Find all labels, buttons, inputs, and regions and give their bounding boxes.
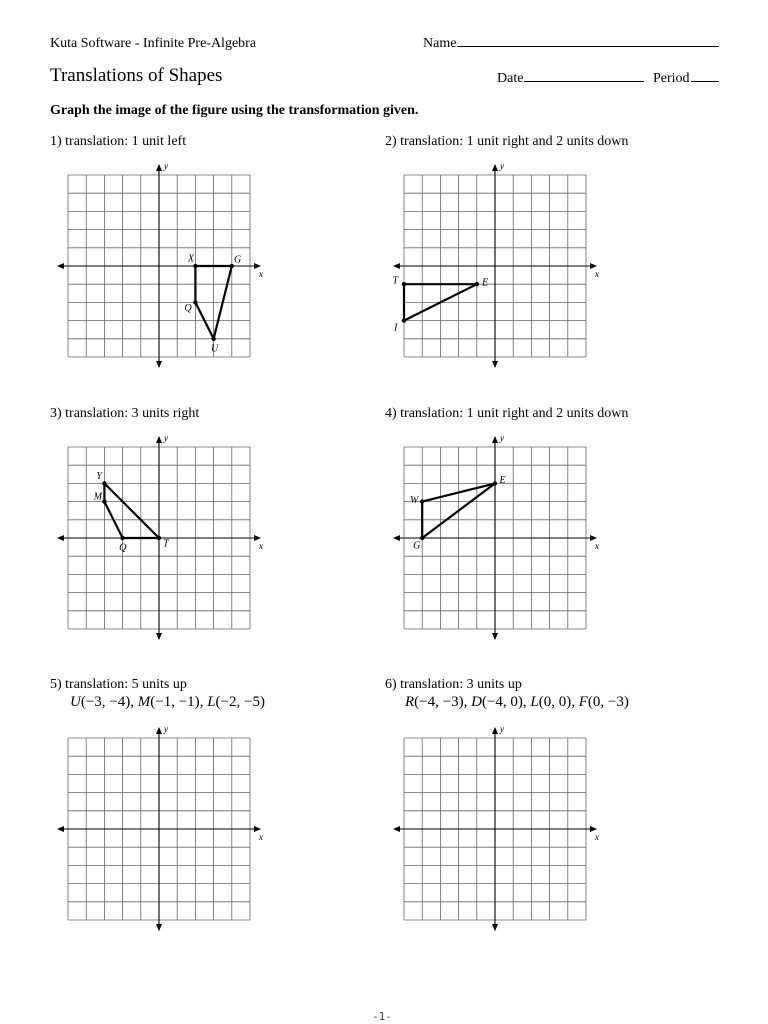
name-blank[interactable] bbox=[457, 45, 719, 47]
vertex-point bbox=[402, 282, 406, 286]
vertex-point bbox=[157, 536, 161, 540]
coord-value: (0, −3) bbox=[587, 694, 629, 710]
problem-2-label: 2) translation: 1 unit right and 2 units down bbox=[385, 134, 629, 149]
vertex-point bbox=[420, 499, 424, 503]
problem-3-label: 3) translation: 3 units right bbox=[50, 406, 200, 421]
x-axis-label: x bbox=[259, 269, 263, 279]
page-number: -1- bbox=[372, 1010, 392, 1023]
figure-polygon bbox=[104, 483, 159, 538]
vertex-label: I bbox=[394, 322, 398, 334]
y-axis-arrow-icon bbox=[492, 727, 498, 734]
vertex-label: Q bbox=[119, 542, 127, 554]
period-label: Period bbox=[653, 71, 690, 86]
problem-1-label: 1) translation: 1 unit left bbox=[50, 134, 187, 149]
vertex-point bbox=[193, 300, 197, 304]
x-axis-label: x bbox=[595, 832, 599, 842]
y-axis-label: y bbox=[164, 433, 168, 443]
vertex-label: W bbox=[409, 494, 419, 506]
date-field[interactable] bbox=[497, 71, 644, 87]
graph-6[interactable] bbox=[386, 718, 606, 948]
vertex-label: U bbox=[210, 343, 219, 355]
y-axis-arrow-icon bbox=[156, 361, 162, 368]
vertex-label: E bbox=[482, 277, 489, 289]
date-blank[interactable] bbox=[524, 80, 644, 82]
coord-value: (−2, −5) bbox=[215, 694, 265, 710]
problem-5-coords: U(−3, −4), M(−1, −1), L(−2, −5) bbox=[70, 694, 265, 710]
coord-name: R bbox=[405, 694, 415, 710]
vertex-point bbox=[193, 264, 197, 268]
coord-name: L bbox=[530, 694, 539, 710]
y-axis-label: y bbox=[500, 161, 504, 171]
vertex-point bbox=[102, 499, 106, 503]
y-axis-arrow-icon bbox=[492, 361, 498, 368]
y-axis-label: y bbox=[500, 433, 504, 443]
instructions: Graph the image of the figure using the transformation given. bbox=[50, 103, 419, 118]
vertex-point bbox=[493, 481, 497, 485]
date-label: Date bbox=[497, 71, 524, 86]
name-field[interactable] bbox=[423, 36, 719, 52]
y-axis-arrow-icon bbox=[156, 633, 162, 640]
software-label: Kuta Software - Infinite Pre-Algebra bbox=[50, 36, 257, 51]
page-title: Translations of Shapes bbox=[50, 65, 223, 86]
vertex-point bbox=[475, 282, 479, 286]
period-field[interactable] bbox=[653, 71, 719, 87]
vertex-label: M bbox=[93, 491, 103, 503]
name-label: Name bbox=[423, 36, 457, 51]
vertex-label: T bbox=[163, 538, 169, 550]
y-axis-label: y bbox=[164, 161, 168, 171]
vertex-label: X bbox=[187, 253, 194, 265]
coord-value: (0, 0) bbox=[538, 694, 572, 710]
graph-4[interactable] bbox=[386, 427, 606, 657]
vertex-label: T bbox=[392, 275, 399, 287]
x-axis-arrow-icon bbox=[393, 535, 400, 541]
x-axis-arrow-icon bbox=[57, 826, 64, 832]
vertex-label: Q bbox=[184, 302, 192, 314]
y-axis-arrow-icon bbox=[492, 436, 498, 443]
coord-value: (−1, −1) bbox=[150, 694, 200, 710]
problem-5-label: 5) translation: 5 units up bbox=[50, 677, 187, 692]
y-axis-arrow-icon bbox=[156, 436, 162, 443]
vertex-point bbox=[402, 318, 406, 322]
vertex-point bbox=[120, 536, 124, 540]
vertex-point bbox=[102, 481, 106, 485]
coord-value: (−4, −3) bbox=[414, 694, 464, 710]
graph-2[interactable] bbox=[386, 155, 606, 385]
x-axis-label: x bbox=[595, 541, 599, 551]
coord-value: (−4, 0) bbox=[481, 694, 523, 710]
vertex-label: G bbox=[413, 540, 421, 552]
coord-name: F bbox=[578, 694, 588, 710]
y-axis-arrow-icon bbox=[156, 924, 162, 931]
y-axis-arrow-icon bbox=[156, 727, 162, 734]
x-axis-label: x bbox=[259, 832, 263, 842]
x-axis-label: x bbox=[259, 541, 263, 551]
y-axis-label: y bbox=[164, 724, 168, 734]
x-axis-label: x bbox=[595, 269, 599, 279]
vertex-label: Y bbox=[96, 471, 102, 483]
graph-3[interactable] bbox=[50, 427, 270, 657]
vertex-label: E bbox=[499, 474, 506, 486]
coord-name: D bbox=[471, 694, 482, 710]
x-axis-arrow-icon bbox=[393, 826, 400, 832]
coord-value: (−3, −4) bbox=[80, 694, 131, 710]
problem-6-label: 6) translation: 3 units up bbox=[385, 677, 522, 692]
vertex-label: G bbox=[234, 254, 242, 266]
problem-4-label: 4) translation: 1 unit right and 2 units down bbox=[385, 406, 629, 421]
graph-1[interactable] bbox=[50, 155, 270, 385]
x-axis-arrow-icon bbox=[57, 535, 64, 541]
x-axis-arrow-icon bbox=[57, 263, 64, 269]
y-axis-arrow-icon bbox=[492, 924, 498, 931]
vertex-point bbox=[211, 337, 215, 341]
y-axis-arrow-icon bbox=[492, 164, 498, 171]
x-axis-arrow-icon bbox=[393, 263, 400, 269]
coord-name: L bbox=[207, 694, 216, 710]
problem-6-coords: R(−4, −3), D(−4, 0), L(0, 0), F(0, −3) bbox=[405, 694, 629, 710]
vertex-point bbox=[420, 536, 424, 540]
period-blank[interactable] bbox=[691, 80, 719, 82]
y-axis-label: y bbox=[500, 724, 504, 734]
coord-name: M bbox=[137, 694, 151, 710]
graph-5[interactable] bbox=[50, 718, 270, 948]
y-axis-arrow-icon bbox=[156, 164, 162, 171]
y-axis-arrow-icon bbox=[492, 633, 498, 640]
coord-name: U bbox=[70, 694, 81, 710]
